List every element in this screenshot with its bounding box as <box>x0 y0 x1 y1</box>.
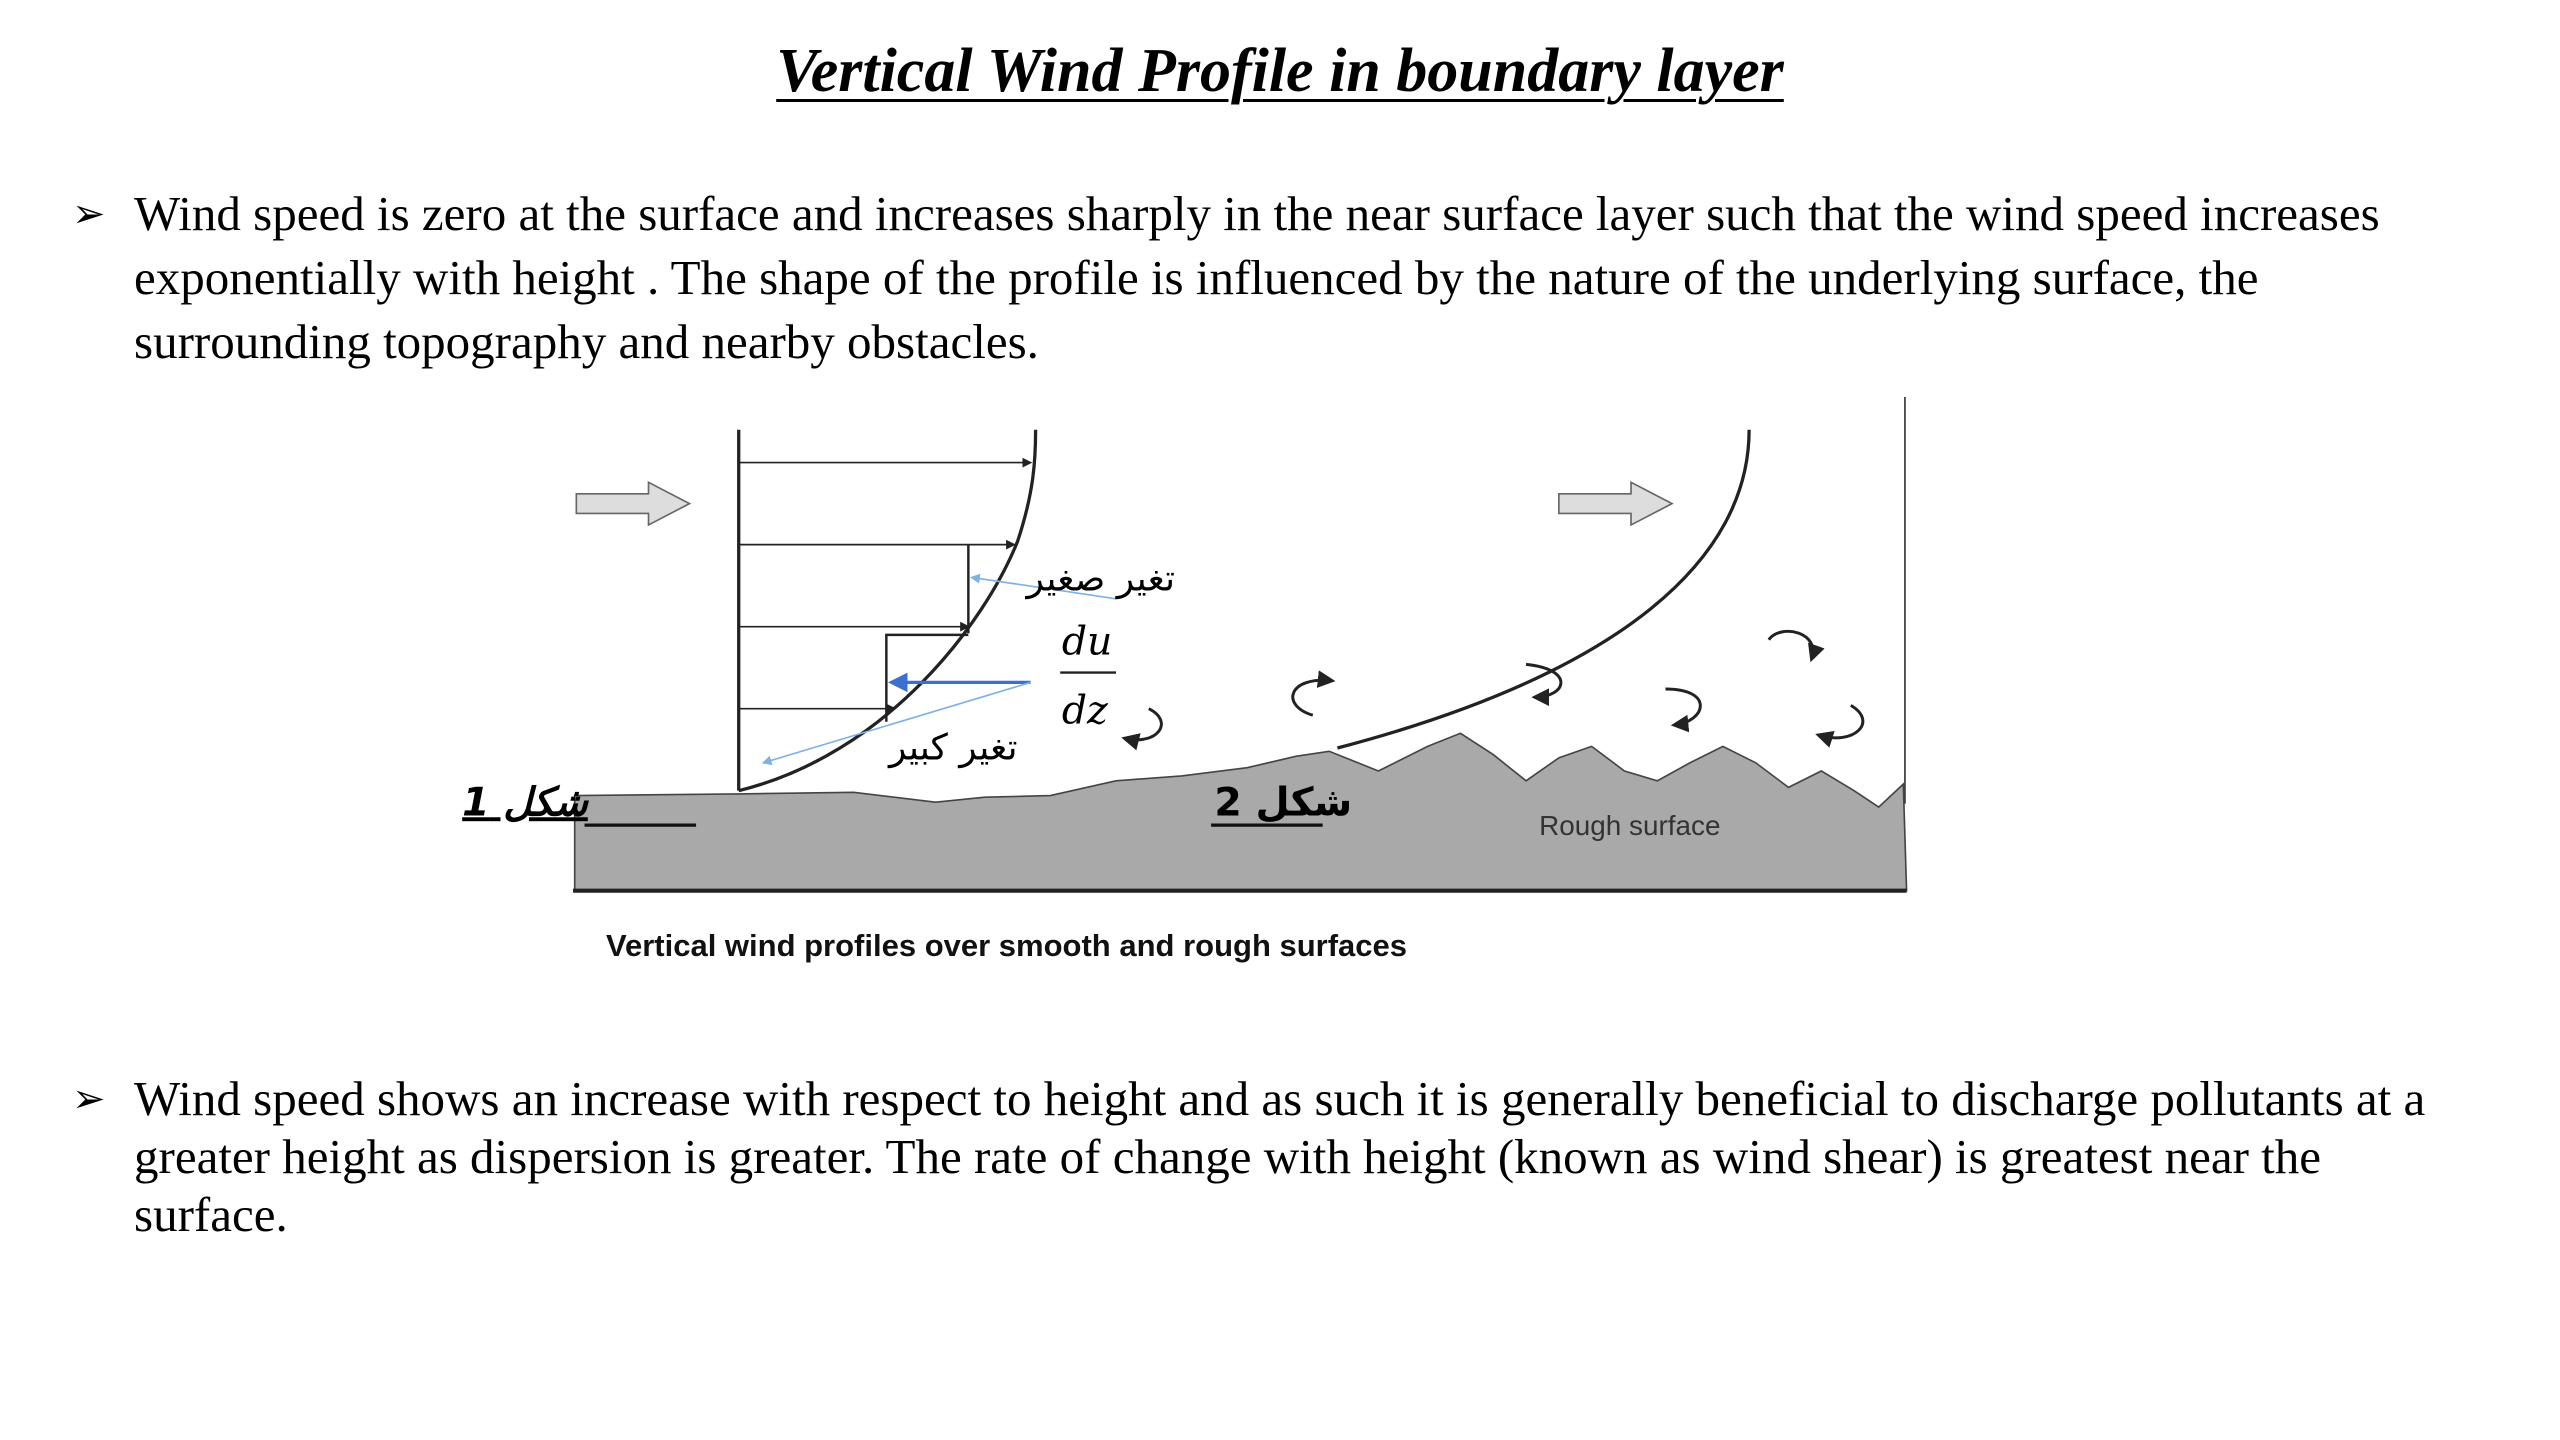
bullet-text: Wind speed is zero at the surface and increases sharply in the near surface layer such that the wind speed increases exponentially with height . The shape of the profile is influenced by the nature of the underlying surface, the surrounding topography and nearby obstacles. <box>134 186 2380 369</box>
figure-2-label: شكل 2 <box>1214 779 1353 826</box>
label-small-change: تغير صغير <box>1026 557 1176 600</box>
fraction-numerator: du <box>1061 618 1113 665</box>
label-large-change: تغير كبير <box>888 726 1018 769</box>
bullet-wind-shear <box>72 1070 2474 1244</box>
arrowhead-bullet-icon: ➢ <box>72 1076 106 1121</box>
wind-direction-arrow-icon <box>1559 482 1672 525</box>
slide-title: Vertical Wind Profile in boundary layer <box>776 37 1784 105</box>
figure-1-label: شكل 1 <box>462 779 588 826</box>
fraction-denominator: dz <box>1061 687 1108 734</box>
figure-caption: Vertical wind profiles over smooth and rough surfaces <box>606 928 1408 963</box>
arrowhead-bullet-icon: ➢ <box>72 191 106 236</box>
wind-profile-diagram <box>462 397 1907 894</box>
rough-surface-label: Rough surface <box>1539 809 1721 841</box>
wind-direction-arrow-icon <box>576 482 689 525</box>
eddy-icons <box>1124 631 1863 739</box>
bullet-wind-speed-profile <box>72 182 2474 374</box>
bullet-text: Wind speed shows an increase with respect to height and as such it is generally beneficial to discharge pollutants at a greater height as dispersion is greater. The rate of change with height (known as wind shear) is greatest near the surface. <box>134 1071 2426 1242</box>
